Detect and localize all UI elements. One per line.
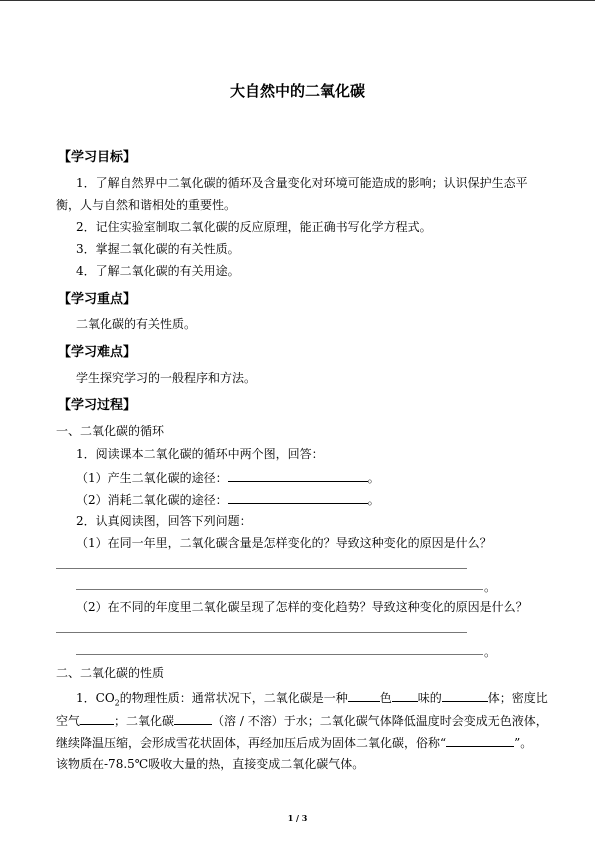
part2-line-1 — [76, 689, 548, 710]
part2-heading: 二、二氧化碳的性质 — [56, 666, 165, 680]
part1-question-1: 1．阅读课本二氧化碳的循环中两个图，回答： — [76, 447, 324, 461]
difficulties-text: 学生探究学习的一般程序和方法。 — [76, 371, 257, 385]
dry-ice-text: 继续降温压缩，会形成雪花状固体，再经加压后成为固体二氧化碳，俗称“ — [56, 736, 447, 750]
question-1-1-text: （1）产生二氧化碳的途径： — [76, 471, 228, 485]
answer-blank-solubility[interactable] — [174, 712, 212, 725]
page-top-border — [0, 0, 595, 1]
page-title: 大自然中的二氧化碳 — [229, 82, 365, 100]
part2-line-2 — [56, 712, 548, 728]
quote-end: ”。 — [514, 736, 533, 750]
answer-blank-smell[interactable] — [392, 689, 418, 702]
smell-label: 味的 — [417, 691, 442, 705]
section-heading-difficulties: 【学习难点】 — [58, 345, 137, 360]
answer-line[interactable] — [76, 589, 483, 590]
part1-question-1-1 — [76, 469, 380, 485]
answer-blank-color[interactable] — [348, 689, 380, 702]
part1-question-2-1: （1）在同一年里，二氧化碳含量是怎样变化的？导致这种变化的原因是什么？ — [76, 536, 492, 550]
page-number: 1 / 3 — [287, 813, 308, 823]
section-heading-process: 【学习过程】 — [58, 398, 137, 413]
answer-line[interactable] — [56, 568, 467, 569]
part1-question-2-2: （2）在不同的年度里二氧化碳呈现了怎样的变化趋势？导致这种变化的原因是什么？ — [76, 600, 528, 614]
part1-heading: 一、二氧化碳的循环 — [56, 424, 165, 438]
question-1-2-text: （2）消耗二氧化碳的途径： — [76, 493, 228, 507]
section-heading-goals: 【学习目标】 — [58, 150, 137, 165]
answer-blank-produce[interactable] — [228, 469, 368, 482]
co2-subscript: 2 — [114, 698, 120, 708]
answer-line[interactable] — [76, 654, 483, 655]
co2-text: 1．CO — [76, 691, 115, 705]
goal-1-line-2: 衡，人与自然和谐相处的重要性。 — [56, 198, 237, 212]
period: 。 — [484, 645, 497, 659]
period: 。 — [367, 471, 380, 485]
period: 。 — [367, 493, 380, 507]
part1-question-2: 2．认真阅读图，回答下列问题： — [76, 514, 252, 528]
goal-1-line-1: 1．了解自然界中二氧化碳的循环及含量变化对环境可能造成的影响；认识保护生态平 — [76, 176, 528, 190]
co2-label: ；二氧化碳 — [114, 714, 175, 728]
answer-blank-density[interactable] — [80, 712, 114, 725]
goal-4: 4．了解二氧化碳的有关用途。 — [76, 264, 240, 278]
section-heading-key-points: 【学习重点】 — [58, 292, 137, 307]
answer-blank-consume[interactable] — [228, 491, 368, 504]
answer-blank-state[interactable] — [442, 689, 488, 702]
color-label: 色 — [379, 691, 392, 705]
part2-line-4: 该物质在-78.5℃吸收大量的热，直接变成二氧化碳气体。 — [56, 757, 365, 771]
goal-3: 3．掌握二氧化碳的有关性质。 — [76, 242, 240, 256]
solubility-text: （溶 / 不溶）于水；二氧化碳气体降低温度时会变成无色液体， — [212, 714, 548, 728]
answer-line[interactable] — [56, 632, 467, 633]
physical-properties-text: 的物理性质：通常状况下，二氧化碳是一种 — [119, 691, 348, 705]
goal-2: 2．记住实验室制取二氧化碳的反应原理，能正确书写化学方程式。 — [76, 220, 432, 234]
density-text: 体；密度比 — [487, 691, 548, 705]
answer-blank-common-name[interactable] — [446, 734, 514, 747]
part2-line-3 — [56, 734, 532, 750]
period: 。 — [484, 580, 497, 594]
key-points-text: 二氧化碳的有关性质。 — [76, 317, 197, 331]
air-label: 空气 — [56, 714, 81, 728]
part1-question-1-2 — [76, 491, 380, 507]
